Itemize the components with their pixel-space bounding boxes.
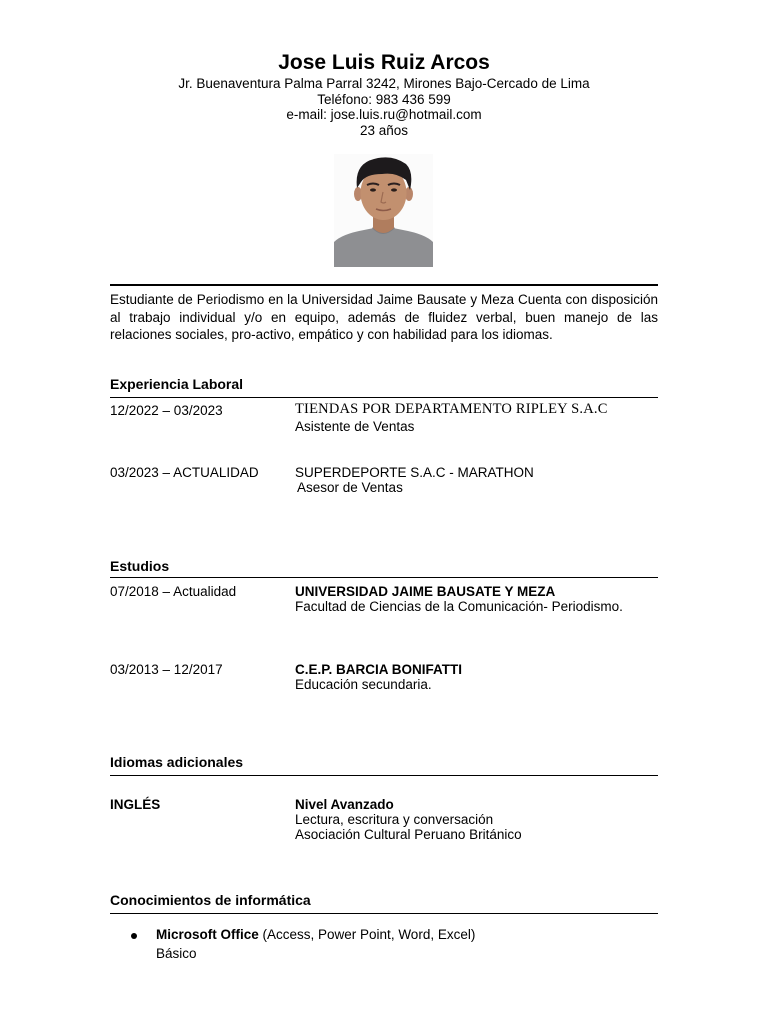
candidate-name: Jose Luis Ruiz Arcos bbox=[278, 51, 490, 74]
age-text: 23 años bbox=[359, 123, 409, 138]
address-text: Jr. Buenaventura Palma Parral 3242, Mirones Bajo-Cercado de Lima bbox=[178, 76, 590, 91]
study-dates: 03/2013 – 12/2017 bbox=[110, 662, 223, 677]
study-dates: 07/2018 – Actualidad bbox=[110, 584, 237, 599]
study-detail: Educación secundaria. bbox=[295, 677, 432, 692]
email-text: e-mail: jose.luis.ru@hotmail.com bbox=[286, 107, 482, 122]
study-detail: Facultad de Ciencias de la Comunicación- Periodismo. bbox=[295, 599, 623, 614]
study-institution: UNIVERSIDAD JAIME BAUSATE Y MEZA bbox=[295, 584, 556, 599]
computing-item-level: Básico bbox=[156, 946, 197, 961]
study-institution: C.E.P. BARCIA BONIFATTI bbox=[295, 662, 463, 677]
languages-heading: Idiomas adicionales bbox=[110, 754, 244, 770]
job-company: TIENDAS POR DEPARTAMENTO RIPLEY S.A.C bbox=[295, 401, 608, 417]
experience-divider bbox=[110, 397, 658, 398]
job-dates: 12/2022 – 03/2023 bbox=[110, 403, 223, 418]
language-institution: Asociación Cultural Peruano Británico bbox=[295, 827, 522, 842]
computing-heading: Conocimientos de informática bbox=[110, 892, 311, 908]
header-divider bbox=[110, 284, 658, 286]
job-company: SUPERDEPORTE S.A.C - MARATHON bbox=[295, 465, 534, 480]
experience-heading: Experiencia Laboral bbox=[110, 376, 244, 392]
profile-photo bbox=[334, 154, 433, 267]
profile-summary: Estudiante de Periodismo en la Universidad Jaime Bausate y Meza Cuenta con disposición al trabajo individual y/o en equipo, además de fluidez verbal, buen manejo de las relaciones sociales, pro-activo, empático y con habilidad para los idiomas. bbox=[110, 292, 658, 342]
bullet-icon bbox=[130, 927, 138, 935]
computing-item-name: Microsoft Office bbox=[156, 927, 259, 942]
language-name: INGLÉS bbox=[110, 797, 161, 812]
languages-divider bbox=[110, 775, 658, 776]
computing-item-tools: (Access, Power Point, Word, Excel) bbox=[258, 927, 476, 942]
phone-text: Teléfono: 983 436 599 bbox=[317, 92, 451, 107]
language-level: Nivel Avanzado bbox=[295, 797, 394, 812]
computing-item bbox=[156, 927, 475, 943]
job-dates: 03/2023 – ACTUALIDAD bbox=[110, 465, 259, 480]
language-skills: Lectura, escritura y conversación bbox=[295, 812, 494, 827]
job-role: Asesor de Ventas bbox=[297, 480, 403, 495]
education-divider bbox=[110, 577, 658, 578]
computing-divider bbox=[110, 913, 658, 914]
job-role: Asistente de Ventas bbox=[295, 419, 415, 434]
education-heading: Estudios bbox=[110, 558, 170, 574]
